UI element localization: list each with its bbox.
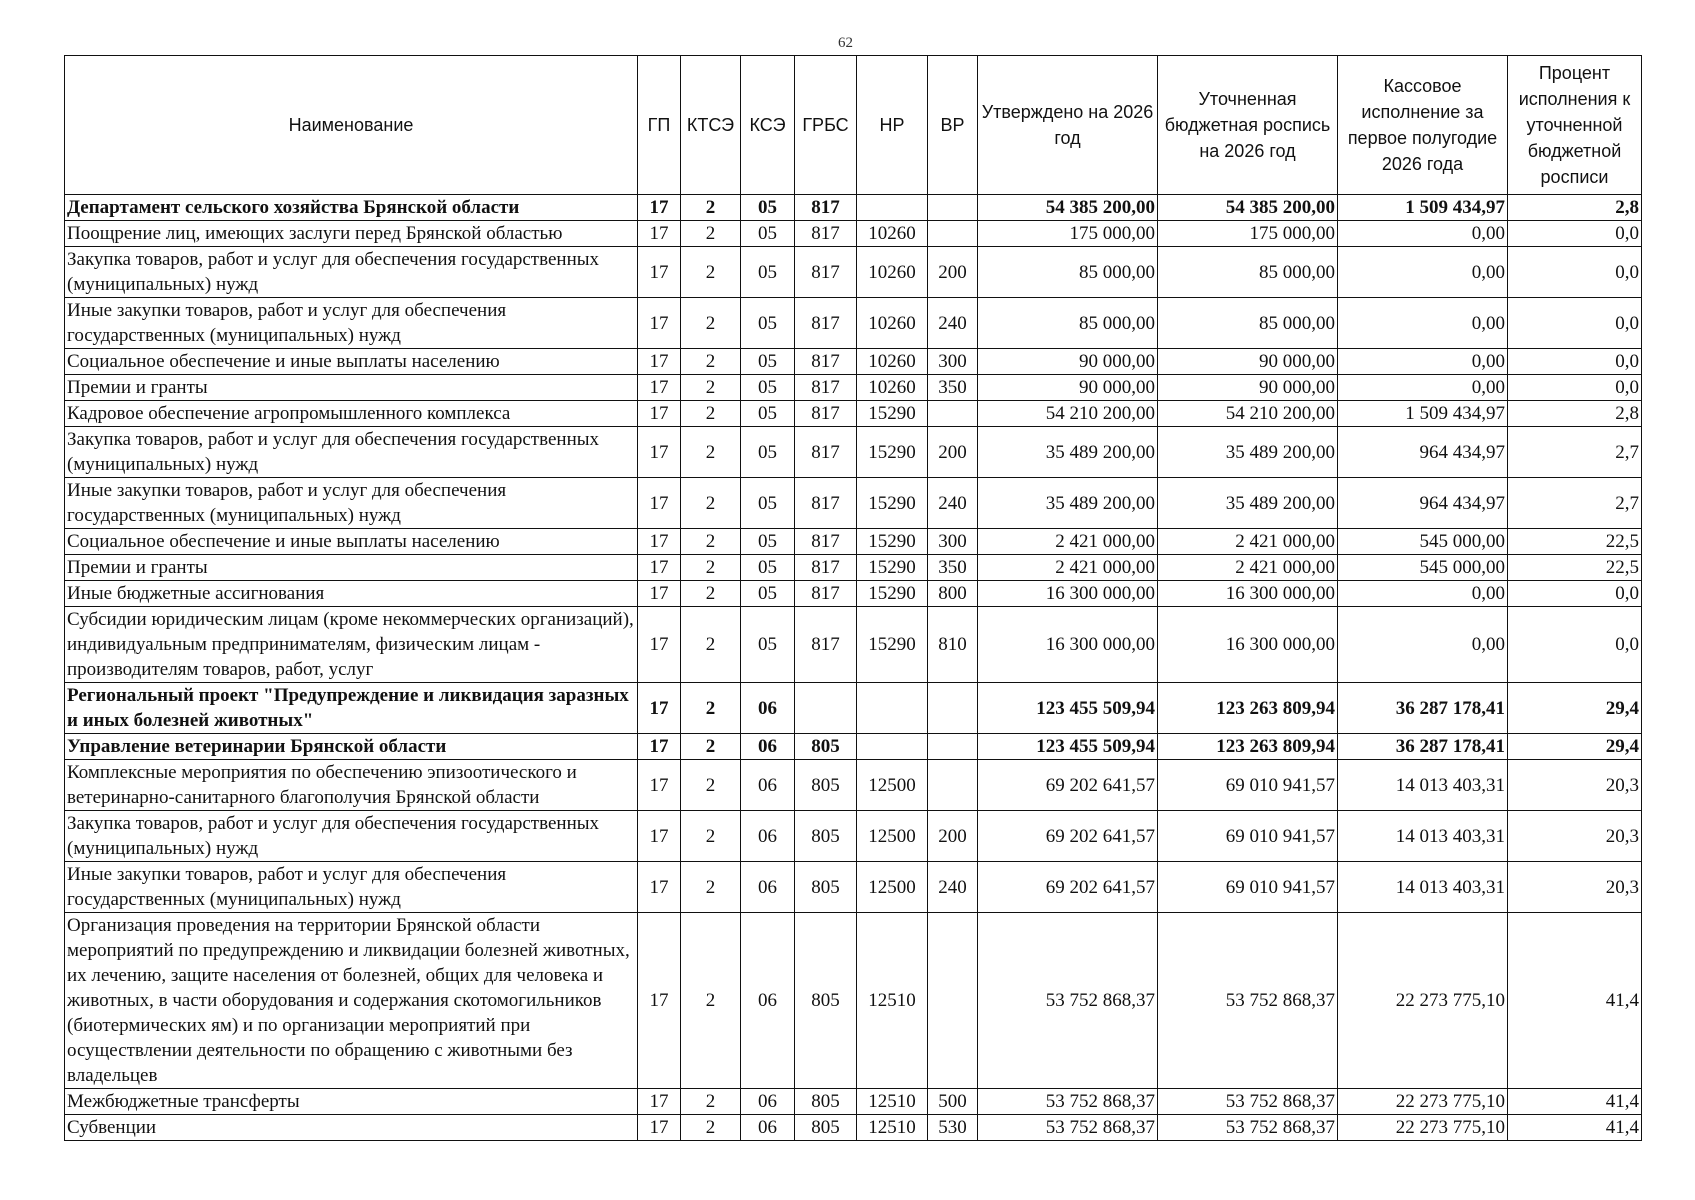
cell-percent: 0,0 bbox=[1508, 247, 1642, 298]
cell-ktse: 2 bbox=[681, 221, 741, 247]
cell-ktse: 2 bbox=[681, 607, 741, 683]
column-header-name: Наименование bbox=[65, 56, 638, 195]
cell-name: Поощрение лиц, имеющих заслуги перед Брянской областью bbox=[65, 221, 638, 247]
cell-gp: 17 bbox=[638, 1115, 681, 1141]
cell-vr bbox=[928, 913, 978, 1089]
cell-name: Премии и гранты bbox=[65, 555, 638, 581]
cell-percent: 20,3 bbox=[1508, 760, 1642, 811]
cell-approved: 69 202 641,57 bbox=[978, 862, 1158, 913]
cell-percent: 29,4 bbox=[1508, 734, 1642, 760]
table-header-row bbox=[65, 56, 1642, 195]
table-row bbox=[65, 581, 1642, 607]
cell-name: Иные закупки товаров, работ и услуг для обеспечения государственных (муниципальных) нужд bbox=[65, 298, 638, 349]
cell-kse: 05 bbox=[741, 607, 795, 683]
cell-kse: 06 bbox=[741, 1115, 795, 1141]
column-header-nr: НР bbox=[857, 56, 928, 195]
cell-gp: 17 bbox=[638, 1089, 681, 1115]
cell-approved: 69 202 641,57 bbox=[978, 811, 1158, 862]
cell-ktse: 2 bbox=[681, 1089, 741, 1115]
cell-percent: 2,8 bbox=[1508, 401, 1642, 427]
cell-grbs: 817 bbox=[795, 427, 857, 478]
cell-grbs: 805 bbox=[795, 760, 857, 811]
cell-vr bbox=[928, 221, 978, 247]
cell-name: Управление ветеринарии Брянской области bbox=[65, 734, 638, 760]
cell-kse: 06 bbox=[741, 862, 795, 913]
cell-gp: 17 bbox=[638, 427, 681, 478]
cell-refined: 16 300 000,00 bbox=[1158, 607, 1338, 683]
cell-approved: 16 300 000,00 bbox=[978, 607, 1158, 683]
cell-vr: 240 bbox=[928, 478, 978, 529]
cell-nr: 10260 bbox=[857, 247, 928, 298]
cell-kse: 05 bbox=[741, 375, 795, 401]
cell-kse: 05 bbox=[741, 529, 795, 555]
cell-kse: 06 bbox=[741, 913, 795, 1089]
column-header-refined: Уточненная бюджетная роспись на 2026 год bbox=[1158, 56, 1338, 195]
cell-executed: 0,00 bbox=[1338, 607, 1508, 683]
table-row bbox=[65, 811, 1642, 862]
cell-vr: 800 bbox=[928, 581, 978, 607]
cell-approved: 69 202 641,57 bbox=[978, 760, 1158, 811]
cell-percent: 0,0 bbox=[1508, 375, 1642, 401]
cell-refined: 35 489 200,00 bbox=[1158, 427, 1338, 478]
cell-gp: 17 bbox=[638, 734, 681, 760]
cell-percent: 20,3 bbox=[1508, 811, 1642, 862]
cell-vr bbox=[928, 683, 978, 734]
cell-nr: 15290 bbox=[857, 401, 928, 427]
cell-percent: 41,4 bbox=[1508, 913, 1642, 1089]
cell-kse: 05 bbox=[741, 581, 795, 607]
cell-ktse: 2 bbox=[681, 760, 741, 811]
cell-grbs: 805 bbox=[795, 1115, 857, 1141]
cell-refined: 35 489 200,00 bbox=[1158, 478, 1338, 529]
cell-nr: 12500 bbox=[857, 760, 928, 811]
cell-ktse: 2 bbox=[681, 195, 741, 221]
cell-gp: 17 bbox=[638, 529, 681, 555]
cell-executed: 0,00 bbox=[1338, 375, 1508, 401]
cell-grbs: 817 bbox=[795, 221, 857, 247]
cell-ktse: 2 bbox=[681, 349, 741, 375]
cell-approved: 123 455 509,94 bbox=[978, 734, 1158, 760]
cell-gp: 17 bbox=[638, 349, 681, 375]
table-row bbox=[65, 478, 1642, 529]
cell-nr: 15290 bbox=[857, 529, 928, 555]
cell-executed: 1 509 434,97 bbox=[1338, 195, 1508, 221]
cell-kse: 05 bbox=[741, 427, 795, 478]
cell-kse: 05 bbox=[741, 298, 795, 349]
cell-approved: 16 300 000,00 bbox=[978, 581, 1158, 607]
table-row bbox=[65, 734, 1642, 760]
cell-executed: 14 013 403,31 bbox=[1338, 760, 1508, 811]
table-row bbox=[65, 913, 1642, 1089]
cell-refined: 2 421 000,00 bbox=[1158, 529, 1338, 555]
table-row bbox=[65, 349, 1642, 375]
cell-percent: 22,5 bbox=[1508, 555, 1642, 581]
cell-kse: 06 bbox=[741, 811, 795, 862]
cell-name: Социальное обеспечение и иные выплаты населению bbox=[65, 349, 638, 375]
cell-kse: 06 bbox=[741, 734, 795, 760]
cell-kse: 06 bbox=[741, 683, 795, 734]
column-header-grbs: ГРБС bbox=[795, 56, 857, 195]
cell-grbs: 817 bbox=[795, 555, 857, 581]
cell-gp: 17 bbox=[638, 375, 681, 401]
cell-name: Департамент сельского хозяйства Брянской области bbox=[65, 195, 638, 221]
cell-grbs: 805 bbox=[795, 862, 857, 913]
cell-ktse: 2 bbox=[681, 401, 741, 427]
cell-percent: 2,7 bbox=[1508, 427, 1642, 478]
cell-vr: 810 bbox=[928, 607, 978, 683]
cell-gp: 17 bbox=[638, 913, 681, 1089]
cell-name: Иные закупки товаров, работ и услуг для обеспечения государственных (муниципальных) нужд bbox=[65, 862, 638, 913]
cell-executed: 14 013 403,31 bbox=[1338, 811, 1508, 862]
budget-table bbox=[64, 55, 1642, 1141]
cell-gp: 17 bbox=[638, 811, 681, 862]
cell-nr: 12500 bbox=[857, 811, 928, 862]
cell-approved: 54 210 200,00 bbox=[978, 401, 1158, 427]
cell-name: Иные закупки товаров, работ и услуг для обеспечения государственных (муниципальных) нужд bbox=[65, 478, 638, 529]
cell-grbs: 805 bbox=[795, 811, 857, 862]
cell-percent: 41,4 bbox=[1508, 1115, 1642, 1141]
cell-grbs: 805 bbox=[795, 734, 857, 760]
cell-ktse: 2 bbox=[681, 683, 741, 734]
cell-name: Закупка товаров, работ и услуг для обеспечения государственных (муниципальных) нужд bbox=[65, 811, 638, 862]
cell-name: Субвенции bbox=[65, 1115, 638, 1141]
cell-percent: 2,8 bbox=[1508, 195, 1642, 221]
cell-refined: 85 000,00 bbox=[1158, 298, 1338, 349]
cell-executed: 545 000,00 bbox=[1338, 555, 1508, 581]
cell-vr: 200 bbox=[928, 247, 978, 298]
cell-nr: 10260 bbox=[857, 298, 928, 349]
table-row bbox=[65, 221, 1642, 247]
cell-ktse: 2 bbox=[681, 581, 741, 607]
cell-nr: 15290 bbox=[857, 478, 928, 529]
cell-nr: 12510 bbox=[857, 1089, 928, 1115]
cell-name: Организация проведения на территории Брянской области мероприятий по предупреждению и ликвидации болезней животных, их лечению, защите населения от болезней, общих для человека и животных, в части оборудования и содержания скотомогильников (биотермических ям) и по организации мероприятий при осуществлении деятельности по обращению с животными без владельцев bbox=[65, 913, 638, 1089]
cell-executed: 0,00 bbox=[1338, 581, 1508, 607]
cell-approved: 54 385 200,00 bbox=[978, 195, 1158, 221]
cell-executed: 0,00 bbox=[1338, 247, 1508, 298]
cell-refined: 16 300 000,00 bbox=[1158, 581, 1338, 607]
cell-gp: 17 bbox=[638, 401, 681, 427]
cell-executed: 545 000,00 bbox=[1338, 529, 1508, 555]
table-row bbox=[65, 401, 1642, 427]
cell-ktse: 2 bbox=[681, 298, 741, 349]
cell-grbs: 817 bbox=[795, 195, 857, 221]
cell-nr: 12500 bbox=[857, 862, 928, 913]
table-row bbox=[65, 862, 1642, 913]
cell-nr bbox=[857, 734, 928, 760]
table-row bbox=[65, 683, 1642, 734]
cell-percent: 2,7 bbox=[1508, 478, 1642, 529]
cell-ktse: 2 bbox=[681, 913, 741, 1089]
cell-vr: 240 bbox=[928, 862, 978, 913]
cell-grbs: 817 bbox=[795, 581, 857, 607]
cell-gp: 17 bbox=[638, 683, 681, 734]
cell-kse: 06 bbox=[741, 1089, 795, 1115]
cell-vr: 500 bbox=[928, 1089, 978, 1115]
cell-refined: 90 000,00 bbox=[1158, 375, 1338, 401]
cell-refined: 53 752 868,37 bbox=[1158, 913, 1338, 1089]
cell-executed: 0,00 bbox=[1338, 349, 1508, 375]
cell-name: Иные бюджетные ассигнования bbox=[65, 581, 638, 607]
cell-refined: 175 000,00 bbox=[1158, 221, 1338, 247]
cell-gp: 17 bbox=[638, 607, 681, 683]
cell-kse: 05 bbox=[741, 555, 795, 581]
table-row bbox=[65, 760, 1642, 811]
cell-refined: 69 010 941,57 bbox=[1158, 760, 1338, 811]
cell-nr: 12510 bbox=[857, 913, 928, 1089]
cell-ktse: 2 bbox=[681, 734, 741, 760]
cell-grbs: 817 bbox=[795, 401, 857, 427]
cell-approved: 85 000,00 bbox=[978, 247, 1158, 298]
cell-approved: 175 000,00 bbox=[978, 221, 1158, 247]
cell-executed: 964 434,97 bbox=[1338, 478, 1508, 529]
cell-refined: 123 263 809,94 bbox=[1158, 734, 1338, 760]
cell-nr bbox=[857, 683, 928, 734]
cell-grbs: 817 bbox=[795, 375, 857, 401]
cell-grbs: 817 bbox=[795, 529, 857, 555]
cell-kse: 05 bbox=[741, 195, 795, 221]
cell-vr: 300 bbox=[928, 529, 978, 555]
column-header-executed: Кассовое исполнение за первое полугодие 2026 года bbox=[1338, 56, 1508, 195]
cell-gp: 17 bbox=[638, 555, 681, 581]
cell-grbs: 817 bbox=[795, 607, 857, 683]
cell-ktse: 2 bbox=[681, 862, 741, 913]
cell-executed: 22 273 775,10 bbox=[1338, 1115, 1508, 1141]
cell-vr bbox=[928, 760, 978, 811]
cell-name: Социальное обеспечение и иные выплаты населению bbox=[65, 529, 638, 555]
cell-name: Комплексные мероприятия по обеспечению эпизоотического и ветеринарно-санитарного благополучия Брянской области bbox=[65, 760, 638, 811]
cell-vr: 350 bbox=[928, 375, 978, 401]
cell-approved: 2 421 000,00 bbox=[978, 555, 1158, 581]
cell-refined: 90 000,00 bbox=[1158, 349, 1338, 375]
cell-vr: 350 bbox=[928, 555, 978, 581]
table-body bbox=[65, 195, 1642, 1141]
table-row bbox=[65, 529, 1642, 555]
cell-percent: 0,0 bbox=[1508, 298, 1642, 349]
table-row bbox=[65, 427, 1642, 478]
cell-ktse: 2 bbox=[681, 247, 741, 298]
cell-nr: 10260 bbox=[857, 375, 928, 401]
table-row bbox=[65, 375, 1642, 401]
cell-nr: 10260 bbox=[857, 349, 928, 375]
cell-ktse: 2 bbox=[681, 1115, 741, 1141]
cell-ktse: 2 bbox=[681, 811, 741, 862]
cell-nr: 15290 bbox=[857, 581, 928, 607]
cell-kse: 06 bbox=[741, 760, 795, 811]
column-header-ktse: КТСЭ bbox=[681, 56, 741, 195]
cell-grbs: 817 bbox=[795, 298, 857, 349]
cell-executed: 36 287 178,41 bbox=[1338, 734, 1508, 760]
cell-grbs: 805 bbox=[795, 1089, 857, 1115]
cell-refined: 53 752 868,37 bbox=[1158, 1115, 1338, 1141]
cell-percent: 29,4 bbox=[1508, 683, 1642, 734]
cell-approved: 35 489 200,00 bbox=[978, 427, 1158, 478]
cell-grbs: 817 bbox=[795, 478, 857, 529]
cell-percent: 22,5 bbox=[1508, 529, 1642, 555]
cell-nr bbox=[857, 195, 928, 221]
cell-refined: 54 210 200,00 bbox=[1158, 401, 1338, 427]
cell-approved: 90 000,00 bbox=[978, 375, 1158, 401]
table-row bbox=[65, 298, 1642, 349]
cell-gp: 17 bbox=[638, 247, 681, 298]
cell-approved: 123 455 509,94 bbox=[978, 683, 1158, 734]
table-row bbox=[65, 607, 1642, 683]
cell-approved: 53 752 868,37 bbox=[978, 1089, 1158, 1115]
cell-grbs: 817 bbox=[795, 349, 857, 375]
cell-name: Закупка товаров, работ и услуг для обеспечения государственных (муниципальных) нужд bbox=[65, 427, 638, 478]
table-row bbox=[65, 1089, 1642, 1115]
page-number: 62 bbox=[838, 35, 853, 51]
cell-ktse: 2 bbox=[681, 427, 741, 478]
cell-ktse: 2 bbox=[681, 478, 741, 529]
cell-percent: 0,0 bbox=[1508, 349, 1642, 375]
cell-percent: 0,0 bbox=[1508, 221, 1642, 247]
table-row bbox=[65, 195, 1642, 221]
cell-nr: 15290 bbox=[857, 607, 928, 683]
cell-percent: 0,0 bbox=[1508, 581, 1642, 607]
cell-vr bbox=[928, 401, 978, 427]
cell-gp: 17 bbox=[638, 195, 681, 221]
cell-name: Кадровое обеспечение агропромышленного комплекса bbox=[65, 401, 638, 427]
cell-executed: 0,00 bbox=[1338, 221, 1508, 247]
table-row bbox=[65, 247, 1642, 298]
cell-gp: 17 bbox=[638, 581, 681, 607]
cell-nr: 15290 bbox=[857, 555, 928, 581]
cell-vr: 200 bbox=[928, 811, 978, 862]
cell-name: Премии и гранты bbox=[65, 375, 638, 401]
cell-ktse: 2 bbox=[681, 555, 741, 581]
cell-refined: 2 421 000,00 bbox=[1158, 555, 1338, 581]
column-header-percent: Процент исполнения к уточненной бюджетной росписи bbox=[1508, 56, 1642, 195]
cell-vr bbox=[928, 734, 978, 760]
cell-executed: 22 273 775,10 bbox=[1338, 1089, 1508, 1115]
cell-grbs: 817 bbox=[795, 247, 857, 298]
cell-ktse: 2 bbox=[681, 375, 741, 401]
cell-percent: 20,3 bbox=[1508, 862, 1642, 913]
cell-name: Закупка товаров, работ и услуг для обеспечения государственных (муниципальных) нужд bbox=[65, 247, 638, 298]
cell-gp: 17 bbox=[638, 760, 681, 811]
cell-refined: 123 263 809,94 bbox=[1158, 683, 1338, 734]
cell-executed: 1 509 434,97 bbox=[1338, 401, 1508, 427]
cell-nr: 10260 bbox=[857, 221, 928, 247]
cell-gp: 17 bbox=[638, 221, 681, 247]
cell-ktse: 2 bbox=[681, 529, 741, 555]
cell-nr: 12510 bbox=[857, 1115, 928, 1141]
cell-approved: 90 000,00 bbox=[978, 349, 1158, 375]
cell-refined: 53 752 868,37 bbox=[1158, 1089, 1338, 1115]
cell-kse: 05 bbox=[741, 247, 795, 298]
table-row bbox=[65, 555, 1642, 581]
cell-executed: 22 273 775,10 bbox=[1338, 913, 1508, 1089]
cell-refined: 54 385 200,00 bbox=[1158, 195, 1338, 221]
cell-refined: 69 010 941,57 bbox=[1158, 811, 1338, 862]
cell-executed: 14 013 403,31 bbox=[1338, 862, 1508, 913]
column-header-vr: ВР bbox=[928, 56, 978, 195]
cell-percent: 0,0 bbox=[1508, 607, 1642, 683]
cell-gp: 17 bbox=[638, 862, 681, 913]
cell-kse: 05 bbox=[741, 349, 795, 375]
cell-executed: 36 287 178,41 bbox=[1338, 683, 1508, 734]
cell-gp: 17 bbox=[638, 298, 681, 349]
table-row bbox=[65, 1115, 1642, 1141]
cell-gp: 17 bbox=[638, 478, 681, 529]
cell-executed: 0,00 bbox=[1338, 298, 1508, 349]
cell-kse: 05 bbox=[741, 221, 795, 247]
cell-approved: 2 421 000,00 bbox=[978, 529, 1158, 555]
cell-approved: 35 489 200,00 bbox=[978, 478, 1158, 529]
cell-nr: 15290 bbox=[857, 427, 928, 478]
cell-kse: 05 bbox=[741, 401, 795, 427]
cell-vr bbox=[928, 195, 978, 221]
cell-executed: 964 434,97 bbox=[1338, 427, 1508, 478]
cell-refined: 69 010 941,57 bbox=[1158, 862, 1338, 913]
cell-approved: 85 000,00 bbox=[978, 298, 1158, 349]
column-header-approved: Утверждено на 2026 год bbox=[978, 56, 1158, 195]
cell-vr: 200 bbox=[928, 427, 978, 478]
cell-approved: 53 752 868,37 bbox=[978, 1115, 1158, 1141]
cell-grbs: 805 bbox=[795, 913, 857, 1089]
cell-grbs bbox=[795, 683, 857, 734]
cell-name: Субсидии юридическим лицам (кроме некоммерческих организаций), индивидуальным предпринимателям, физическим лицам - производителям товаров, работ, услуг bbox=[65, 607, 638, 683]
cell-vr: 300 bbox=[928, 349, 978, 375]
cell-refined: 85 000,00 bbox=[1158, 247, 1338, 298]
column-header-gp: ГП bbox=[638, 56, 681, 195]
cell-vr: 240 bbox=[928, 298, 978, 349]
column-header-kse: КСЭ bbox=[741, 56, 795, 195]
cell-percent: 41,4 bbox=[1508, 1089, 1642, 1115]
cell-kse: 05 bbox=[741, 478, 795, 529]
cell-name: Региональный проект "Предупреждение и ликвидация заразных и иных болезней животных" bbox=[65, 683, 638, 734]
cell-approved: 53 752 868,37 bbox=[978, 913, 1158, 1089]
cell-vr: 530 bbox=[928, 1115, 978, 1141]
cell-name: Межбюджетные трансферты bbox=[65, 1089, 638, 1115]
